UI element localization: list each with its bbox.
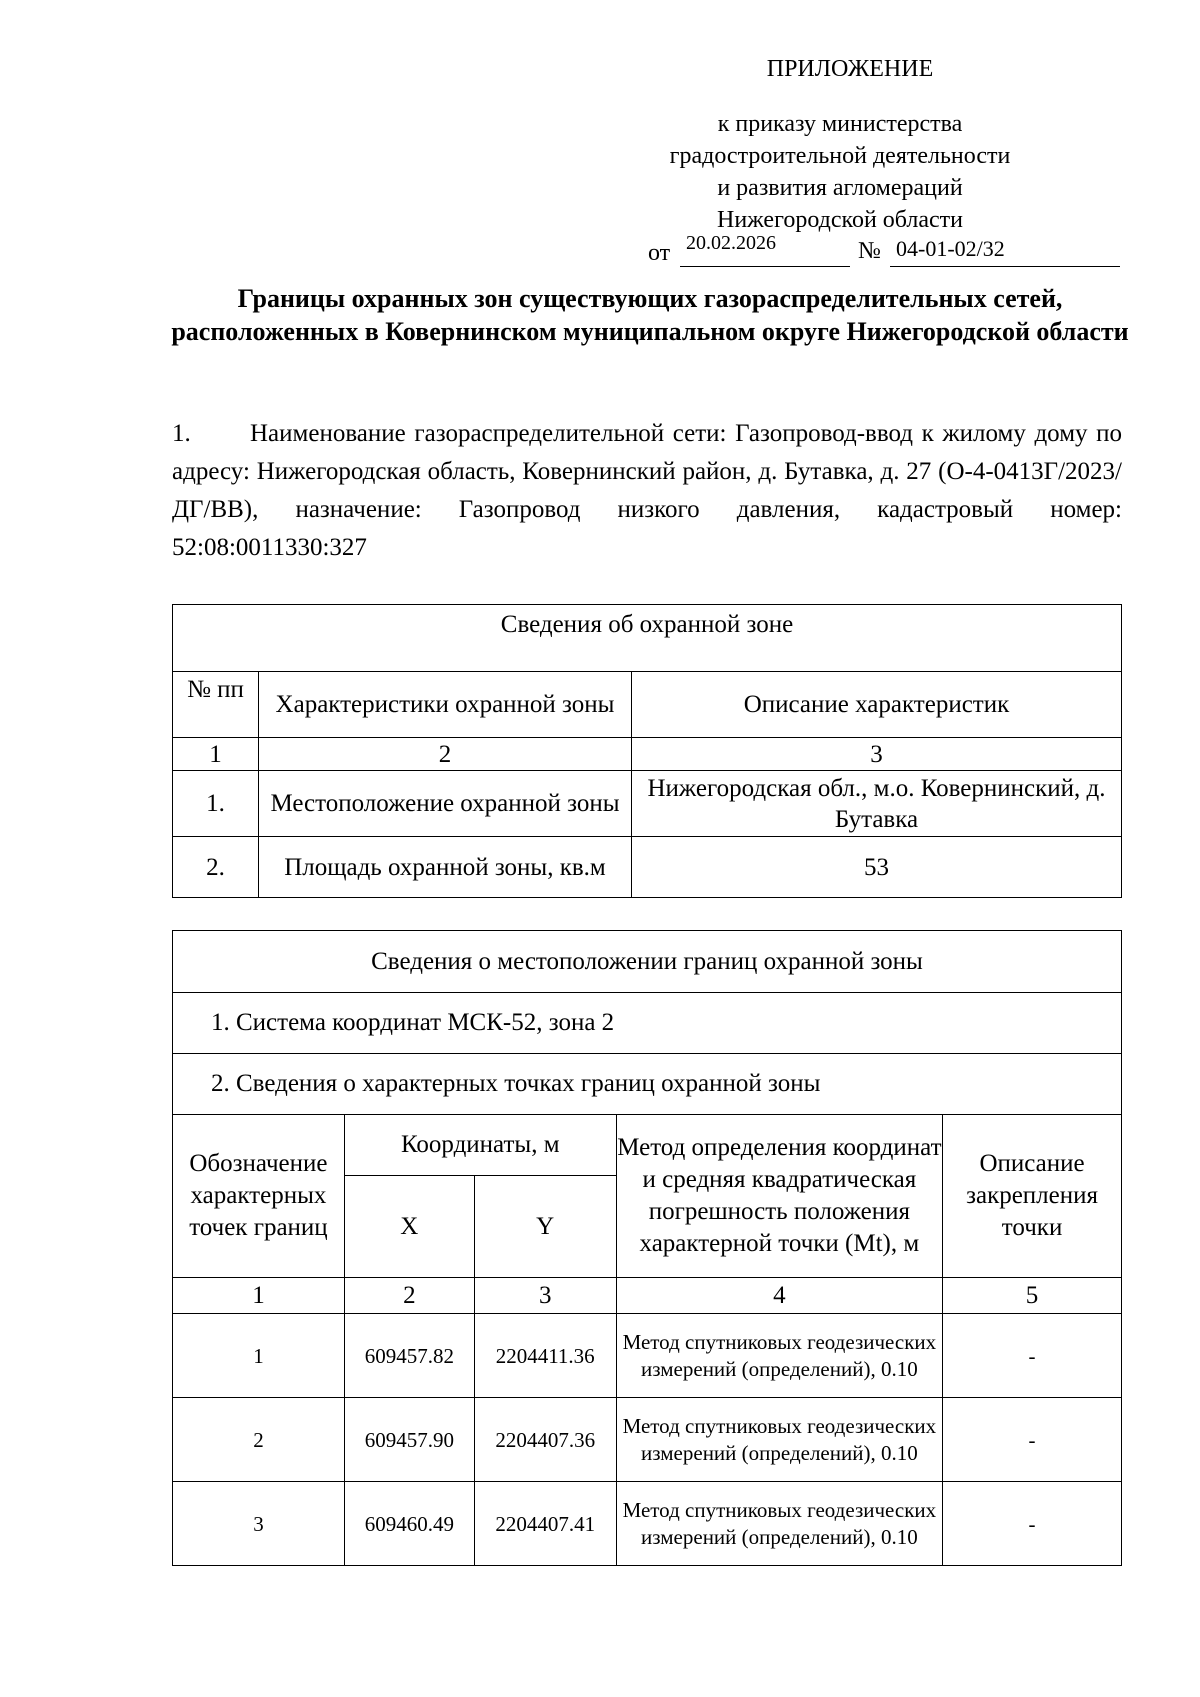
col-number: 2 [259,738,632,771]
header-fixing: Описание закрепления точки [943,1115,1122,1278]
appendix-line-3: и развития агломераций [717,175,963,201]
point-method: Метод спутниковых геодезических измерений (определений), 0.10 [616,1398,942,1482]
col-number: 2 [344,1278,474,1314]
order-number: 04-01-02/32 [896,236,1005,261]
header-method: Метод определения координат и средняя квадратическая погрешность положения характерной точки (Mt), м [616,1115,942,1278]
zone-info-caption: Сведения об охранной зоне [173,605,1122,672]
point-method: Метод спутниковых геодезических измерений (определений), 0.10 [616,1314,942,1398]
row-description: Нижегородская обл., м.о. Ковернинский, д. Бутавка [632,771,1122,837]
point-method: Метод спутниковых геодезических измерений (определений), 0.10 [616,1482,942,1566]
appendix-title: ПРИЛОЖЕНИЕ [766,56,934,82]
header-no: № пп [173,672,259,738]
document-title: Границы охранных зон существующих газораспределительных сетей, расположенных в Ковернинском муниципальном округе Нижегородской области [171,284,1129,346]
col-number: 3 [474,1278,616,1314]
network-description [172,415,1122,567]
row-number: 1. [173,771,259,837]
table-row [173,1482,1122,1566]
appendix-line-4: Нижегородской области [716,207,964,233]
boundaries-caption: Сведения о местоположении границ охранной зоны [173,931,1122,993]
point-fixing: - [943,1482,1122,1566]
row-characteristic: Местоположение охранной зоны [259,771,632,837]
col-number: 5 [943,1278,1122,1314]
paragraph-number: 1. [172,420,191,447]
row-description: 53 [632,837,1122,898]
col-number: 4 [616,1278,942,1314]
row-number: 2. [173,837,259,898]
point-x: 609457.90 [344,1398,474,1482]
header-designation: Обозначение характерных точек границ [173,1115,345,1278]
order-date: 20.02.2026 [686,232,776,254]
date-label: от [648,240,671,266]
point-id: 3 [173,1482,345,1566]
col-number: 3 [632,738,1122,771]
header-x: X [344,1176,474,1278]
col-number: 1 [173,738,259,771]
coordinate-system: 1. Система координат МСК-52, зона 2 [173,993,1122,1054]
point-y: 2204411.36 [474,1314,616,1398]
table-row [173,837,1122,898]
row-characteristic: Площадь охранной зоны, кв.м [259,837,632,898]
header-y: Y [474,1176,616,1278]
point-x: 609457.82 [344,1314,474,1398]
table-row [173,1398,1122,1482]
number-label: № [858,238,881,264]
appendix-line-2: градостроительной деятельности [669,143,1011,169]
paragraph-text: Наименование газораспределительной сети: Газопровод-ввод к жилому дому по адресу: Нижегородская область, Ковернинский район, д. Бутавка, д. 27 (О-4-0413Г/2023/ДГ/ВВ), назначение: Газопровод низкого давления, кадастровый номер: 52:08:0011330:327 [172,420,1122,561]
point-id: 2 [173,1398,345,1482]
col-number: 1 [173,1278,345,1314]
point-fixing: - [943,1398,1122,1482]
header-description: Описание характеристик [632,672,1122,738]
point-fixing: - [943,1314,1122,1398]
table-row [173,1314,1122,1398]
points-caption: 2. Сведения о характерных точках границ охранной зоны [173,1054,1122,1115]
point-x: 609460.49 [344,1482,474,1566]
boundary-points-table [172,930,1122,1566]
point-id: 1 [173,1314,345,1398]
point-y: 2204407.36 [474,1398,616,1482]
appendix-line-1: к приказу министерства [717,111,963,137]
point-y: 2204407.41 [474,1482,616,1566]
header-characteristic: Характеристики охранной зоны [259,672,632,738]
appendix-text [620,108,1060,236]
header-coordinates: Координаты, м [344,1115,616,1176]
zone-info-table [172,604,1122,898]
table-row [173,771,1122,837]
